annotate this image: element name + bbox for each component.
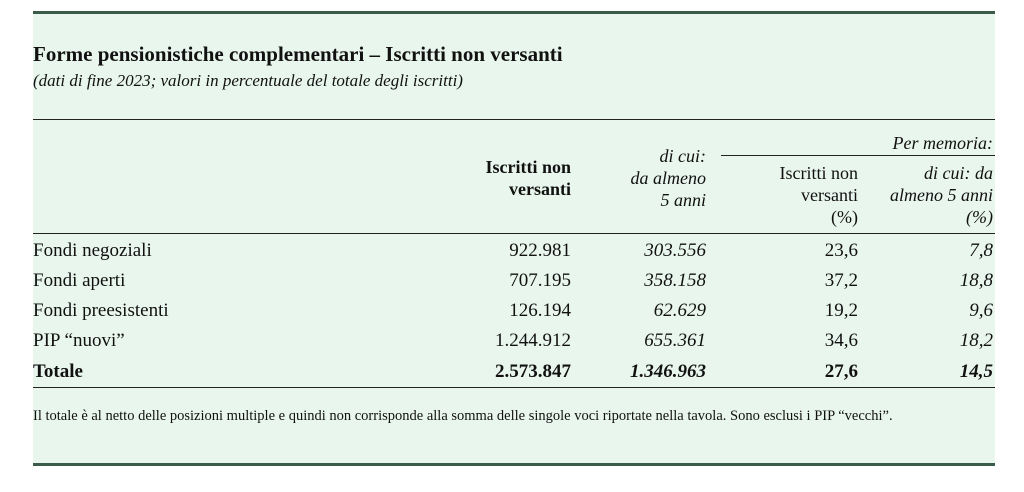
col-header-line: Iscritti non bbox=[779, 163, 858, 183]
cell-iscritti: 126.194 bbox=[509, 300, 571, 321]
cell-di-cui: 303.556 bbox=[644, 240, 706, 261]
col-header-iscritti-pct bbox=[780, 162, 859, 228]
cell-iscritti: 2.573.847 bbox=[495, 361, 571, 382]
col-header-line: (%) bbox=[831, 207, 858, 227]
col-header-di-cui bbox=[631, 145, 707, 211]
cell-iscritti: 707.195 bbox=[509, 270, 571, 291]
col-header-iscritti bbox=[486, 156, 572, 200]
memo-rule bbox=[721, 155, 995, 156]
col-header-line: versanti bbox=[509, 179, 571, 199]
cell-di-cui-pct: 18,2 bbox=[959, 330, 993, 351]
cell-di-cui: 655.361 bbox=[644, 330, 706, 351]
col-header-line: (%) bbox=[966, 207, 993, 227]
table-subtitle: (dati di fine 2023; valori in percentuale del totale degli iscritti) bbox=[33, 71, 463, 90]
row-label: Fondi negoziali bbox=[33, 240, 152, 261]
row-label: Fondi aperti bbox=[33, 270, 126, 291]
cell-di-cui: 358.158 bbox=[644, 270, 706, 291]
cell-iscritti-pct: 37,2 bbox=[824, 270, 858, 291]
table-panel bbox=[33, 11, 995, 466]
col-header-line: 5 anni bbox=[660, 190, 706, 210]
cell-iscritti-pct: 34,6 bbox=[824, 330, 858, 351]
cell-iscritti: 1.244.912 bbox=[495, 330, 571, 351]
cell-iscritti: 922.981 bbox=[509, 240, 571, 261]
cell-iscritti-pct: 23,6 bbox=[824, 240, 858, 261]
col-header-line: Iscritti non bbox=[485, 157, 571, 177]
cell-di-cui: 1.346.963 bbox=[630, 361, 706, 382]
table-note: Il totale è al netto delle posizioni multiple e quindi non corrisponde alla somma delle singole voci riportate nella tavola. Sono esclusi i PIP “vecchi”. bbox=[33, 408, 893, 424]
cell-di-cui-pct: 14,5 bbox=[959, 361, 993, 382]
memo-header: Per memoria: bbox=[892, 133, 993, 153]
table-row bbox=[33, 236, 995, 265]
col-header-line: versanti bbox=[801, 185, 858, 205]
cell-di-cui: 62.629 bbox=[653, 300, 706, 321]
col-header-line: almeno 5 anni bbox=[890, 185, 993, 205]
header-bottom-rule bbox=[33, 233, 995, 234]
cell-di-cui-pct: 9,6 bbox=[969, 300, 993, 321]
col-header-line: di cui: bbox=[659, 146, 706, 166]
row-label: PIP “nuovi” bbox=[33, 330, 125, 351]
table-row bbox=[33, 296, 995, 325]
cell-iscritti-pct: 27,6 bbox=[824, 361, 858, 382]
row-label: Fondi preesistenti bbox=[33, 300, 169, 321]
col-header-di-cui-pct bbox=[890, 162, 993, 228]
col-header-line: da almeno bbox=[630, 168, 706, 188]
total-row bbox=[33, 357, 995, 386]
cell-di-cui-pct: 18,8 bbox=[959, 270, 993, 291]
row-label: Totale bbox=[33, 361, 83, 382]
table-row bbox=[33, 266, 995, 295]
header-top-rule bbox=[33, 119, 995, 120]
table-bottom-rule bbox=[33, 387, 995, 388]
cell-di-cui-pct: 7,8 bbox=[969, 240, 993, 261]
table-row bbox=[33, 326, 995, 355]
cell-iscritti-pct: 19,2 bbox=[824, 300, 858, 321]
col-header-line: di cui: da bbox=[924, 163, 993, 183]
table-title: Forme pensionistiche complementari – Iscritti non versanti bbox=[33, 42, 563, 66]
